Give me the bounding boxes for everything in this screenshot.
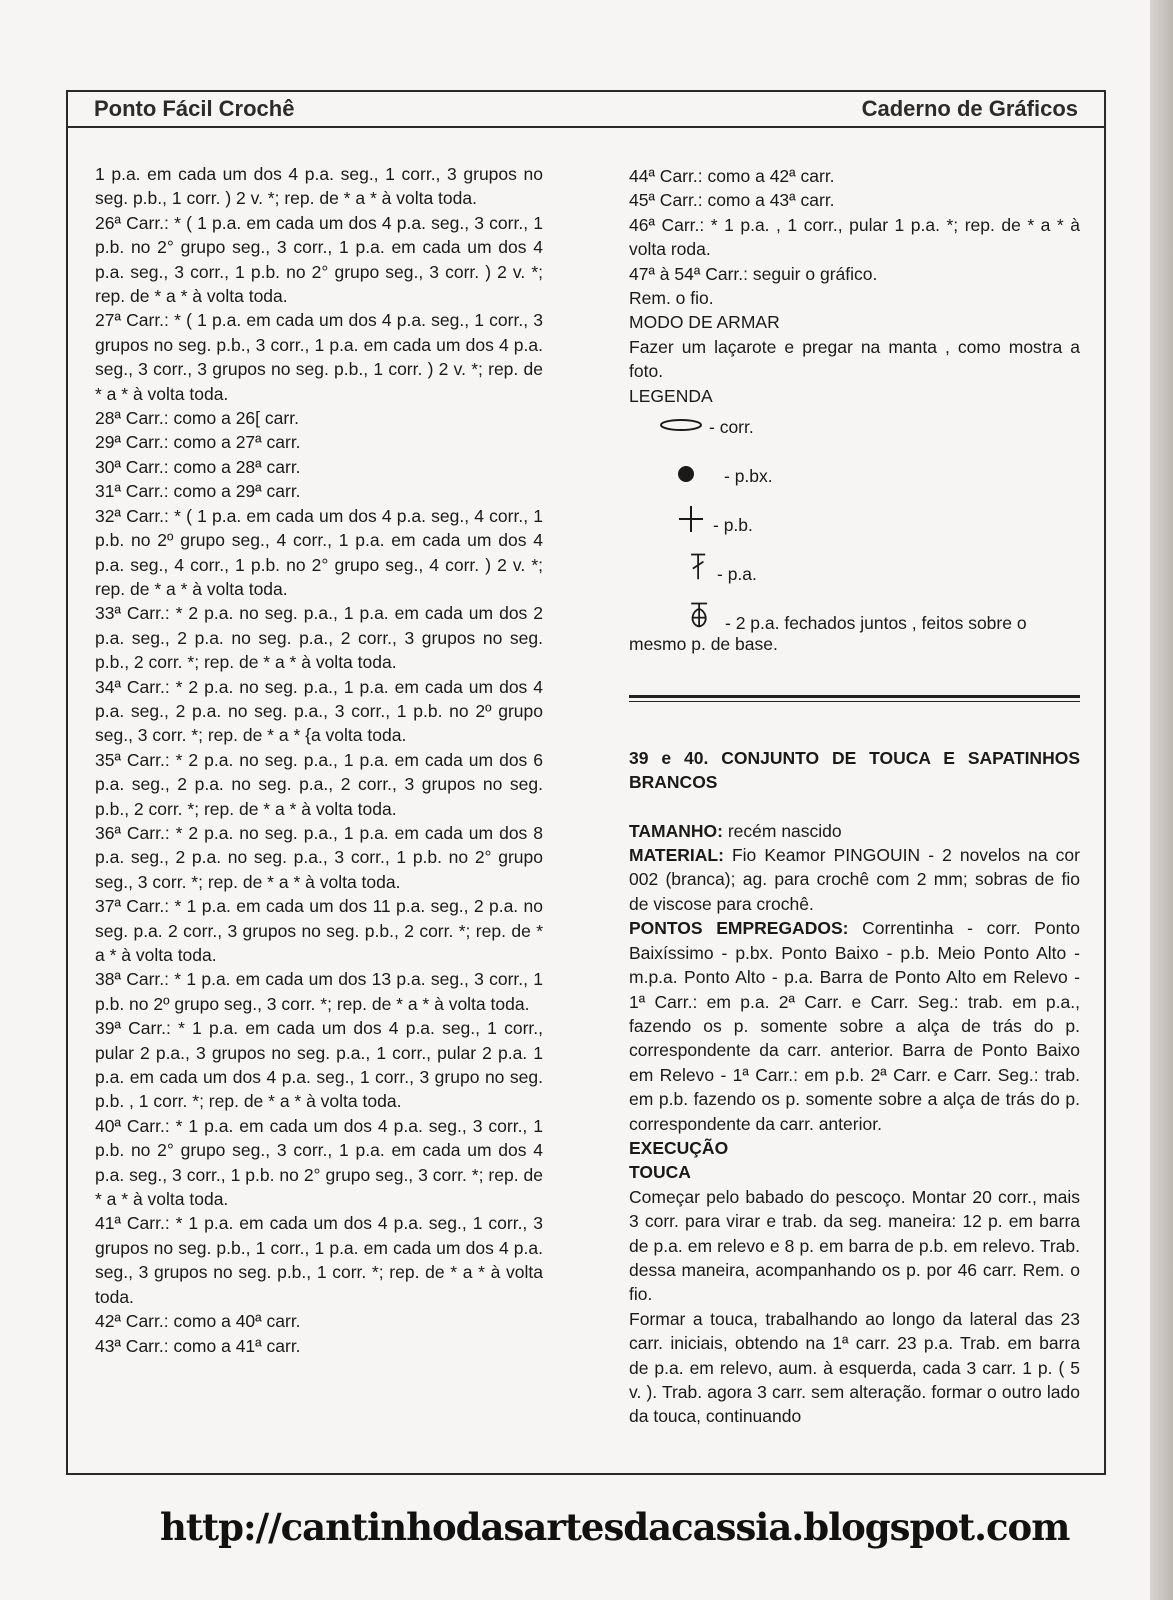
- legend-label-continued: mesmo p. de base.: [629, 634, 778, 655]
- paragraph: Começar pelo babado do pescoço. Montar 20 corr., mais 3 corr. para virar e trab. da seg. maneira: 12 p. em barra de p.a. em relevo e 8 p. em barra de p.b. em relevo. Trab. dessa maneira, acompanhando os p. por 46 carr. Rem. o fio.: [629, 1186, 1080, 1305]
- paragraph: 45ª Carr.: como a 43ª carr.: [629, 190, 835, 211]
- paragraph: 46ª Carr.: * 1 p.a. , 1 corr., pular 1 p.a. *; rep. de * a * à volta roda.: [629, 214, 1080, 260]
- paragraph: 36ª Carr.: * 2 p.a. no seg. p.a., 1 p.a. em cada um dos 8 p.a. seg., 2 p.a. no seg. p.a., 3 corr., 1 p.b. no 2° grupo seg., 3 corr. *; rep. de * a * à volta toda.: [95, 822, 543, 892]
- paragraph: 37ª Carr.: * 1 p.a. em cada um dos 11 p.a. seg., 2 p.a. no seg. p.a. 2 corr., 3 grupos no seg. p.b., 2 corr. *; rep. de * a * à volta toda.: [95, 896, 543, 965]
- execucao-heading: EXECUÇÃO: [629, 1137, 729, 1158]
- pontos-label: PONTOS EMPREGADOS:: [629, 918, 849, 939]
- tamanho-label: TAMANHO:: [629, 820, 723, 841]
- modo-de-armar-heading: MODO DE ARMAR: [629, 312, 780, 333]
- paragraph: 39ª Carr.: * 1 p.a. em cada um dos 4 p.a. seg., 1 corr., pular 2 p.a., 3 grupos no seg. p.a., 1 corr., pular 2 p.a. 1 p.a. em cada um dos 4 p.a. seg., 1 corr., 3 grupo no seg. p.b. , 1 corr. *; rep. de * a * à volta toda.: [95, 1018, 543, 1112]
- running-header: [68, 92, 1104, 128]
- header-right-title: Caderno de Gráficos: [861, 96, 1078, 121]
- watermark-url: http://cantinhodasartesdacassia.blogspot.com: [160, 1505, 1070, 1549]
- paragraph: 1 p.a. em cada um dos 4 p.a. seg., 1 corr., 3 grupos no seg. p.b., 1 corr. ) 2 v. *; rep. de * a * à volta toda.: [95, 164, 543, 209]
- legend-label: - corr.: [709, 417, 754, 438]
- paragraph: 28ª Carr.: como a 26[ carr.: [95, 408, 299, 429]
- paragraph: Formar a touca, trabalhando ao longo da lateral das 23 carr. iniciais, obtendo na 1ª carr. 23 p.a. Trab. em barra de p.a. em relevo, aum. à esquerda, cada 3 carr. 1 p. ( 5 v. ). Trab. agora 3 carr. sem alteração. formar o outro lado da touca, continuando: [629, 1308, 1080, 1427]
- pontos-value: Correntinha - corr. Ponto Baixíssimo - p.bx. Ponto Baixo - p.b. Meio Ponto Alto - m.p.a. Ponto Alto - p.a. Barra de Ponto Alto em Relevo - 1ª Carr.: em p.a. 2ª Carr. e Carr. Seg.: trab. em p.a., fazendo os p. somente sobre a alça de trás do p. correspondente da carr. anterior. Barra de Ponto Baixo em Relevo - 1ª Carr.: em p.b. 2ª Carr. e Carr. Seg.: trab. em p.b. fazendo os p. somente sobre a alça de trás do p. correspondente da carr. anterior.: [629, 918, 1080, 1134]
- section-divider-thin: [629, 701, 1080, 702]
- spacer: [629, 795, 1080, 819]
- paragraph: 41ª Carr.: * 1 p.a. em cada um dos 4 p.a. seg., 1 corr., 3 grupos no seg. p.b., 1 corr., 1 p.a. em cada um dos 4 p.a. seg., 3 grupos no seg. p.b., 1 corr. *; rep. de * a * à volta toda.: [95, 1213, 543, 1307]
- paragraph: 43ª Carr.: como a 41ª carr.: [95, 1335, 301, 1356]
- paragraph: 38ª Carr.: * 1 p.a. em cada um dos 13 p.a. seg., 3 corr., 1 p.b. no 2º grupo seg., 3 corr. *; rep. de * a * à volta toda.: [95, 969, 543, 1014]
- material-label: MATERIAL:: [629, 845, 724, 866]
- material-value: Fio Keamor PINGOUIN - 2 novelos na cor 002 (branca); ag. para crochê com 2 mm; sobras de fio de viscose para crochê.: [629, 845, 1080, 914]
- page-gutter: [1150, 0, 1173, 1600]
- legend-label: - p.b.: [713, 515, 753, 536]
- material-line: [629, 843, 1080, 916]
- legend-item-pbx: [629, 461, 1080, 510]
- section-title: 39 e 40. CONJUNTO DE TOUCA E SAPATINHOS BRANCOS: [629, 747, 1080, 793]
- paragraph: 34ª Carr.: * 2 p.a. no seg. p.a., 1 p.a. em cada um dos 4 p.a. seg., 2 p.a. no seg. p.a., 3 corr., 1 p.b. no 2º grupo seg., 3 corr. *; rep. de * a * {a volta toda.: [95, 676, 543, 746]
- paragraph: 30ª Carr.: como a 28ª carr.: [95, 456, 301, 477]
- paragraph: 35ª Carr.: * 2 p.a. no seg. p.a., 1 p.a. em cada um dos 6 p.a. seg., 2 p.a. no seg. p.a., 2 corr., 3 grupos no seg. p.b., 2 corr. *; rep. de * a * à volta toda.: [95, 749, 543, 819]
- right-column: [629, 164, 1080, 1429]
- paragraph: 27ª Carr.: * ( 1 p.a. em cada um dos 4 p.a. seg., 1 corr., 3 grupos no seg. p.b., 3 corr., 1 p.a. em cada um dos 4 p.a. seg., 3 corr., 3 grupos no seg. p.b., 1 corr. ) 2 v. *; rep. de * a * à volta toda.: [95, 310, 543, 404]
- paragraph: 44ª Carr.: como a 42ª carr.: [629, 166, 835, 186]
- legend: [629, 412, 1080, 657]
- paragraph: 26ª Carr.: * ( 1 p.a. em cada um dos 4 p.a. seg., 3 corr., 1 p.b. no 2° grupo seg., 3 corr., 1 p.a. em cada um dos 4 p.a. seg., 3 corr., 1 p.b. no 2° grupo seg., 3 corr. ) 2 v. *; rep. de * a * à volta toda.: [95, 212, 543, 307]
- tamanho-line: [629, 819, 1080, 843]
- legend-item-corr: [629, 412, 1080, 461]
- paragraph: Fazer um laçarote e pregar na manta , como mostra a foto.: [629, 336, 1080, 382]
- header-left-title: Ponto Fácil Crochê: [94, 96, 295, 121]
- legend-label: - p.a.: [717, 564, 757, 585]
- legend-heading: LEGENDA: [629, 385, 713, 406]
- section-divider: [629, 695, 1080, 698]
- pontos-line: [629, 916, 1080, 1136]
- paragraph: 31ª Carr.: como a 29ª carr.: [95, 481, 301, 502]
- legend-item-fechados: [629, 608, 1080, 632]
- tamanho-value: recém nascido: [727, 820, 842, 841]
- paragraph: 33ª Carr.: * 2 p.a. no seg. p.a., 1 p.a. em cada um dos 2 p.a. seg., 2 p.a. no seg. p.a., 2 corr., 3 grupos no seg. p.b., 2 corr. *; rep. de * a * à volta toda.: [95, 603, 543, 673]
- legend-label: - p.bx.: [724, 466, 773, 487]
- left-column: [95, 162, 543, 1358]
- paragraph: 29ª Carr.: como a 27ª carr.: [95, 432, 301, 453]
- touca-heading: TOUCA: [629, 1162, 691, 1183]
- paragraph: 40ª Carr.: * 1 p.a. em cada um dos 4 p.a. seg., 3 corr., 1 p.b. no 2° grupo seg., 3 corr., 1 p.a. em cada um dos 4 p.a. seg., 3 corr., 1 p.b. no 2° grupo seg., 3 corr. *; rep. de * a * à volta toda.: [95, 1115, 543, 1210]
- page-frame: [66, 90, 1106, 1475]
- paragraph: 47ª à 54ª Carr.: seguir o gráfico.: [629, 263, 878, 284]
- legend-label: - 2 p.a. fechados juntos , feitos sobre o: [725, 613, 1027, 634]
- paragraph: 32ª Carr.: * ( 1 p.a. em cada um dos 4 p.a. seg., 4 corr., 1 p.b. no 2º grupo seg., 4 corr., 1 p.a. em cada um dos 4 p.a. seg., 4 corr., 1 p.b. no 2° grupo seg., 4 corr. ) 2 v. *; rep. de * a * à volta toda.: [95, 505, 543, 599]
- paragraph: Rem. o fio.: [629, 288, 714, 309]
- paragraph: 42ª Carr.: como a 40ª carr.: [95, 1311, 301, 1332]
